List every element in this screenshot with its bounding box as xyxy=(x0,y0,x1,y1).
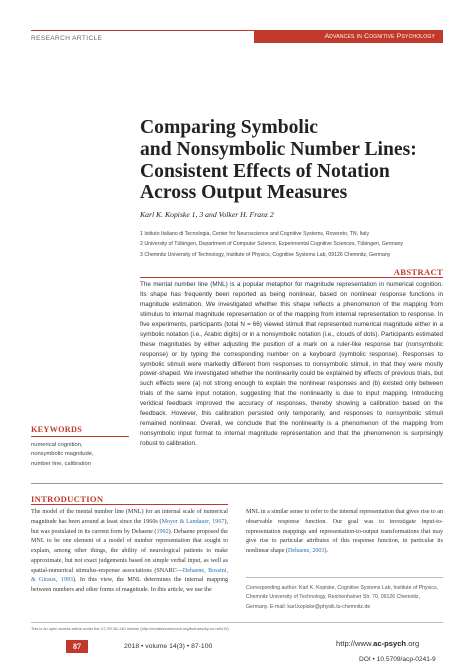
introduction-rule xyxy=(31,504,228,505)
intro-text: MNL in a similar sense to refer to the internal representation that gives rise to an observable response function. Our goal was to investigate input-to-representation mappings and representation-to-output transformations that may give rise to particular attributes of this response function, in particular its nonlinear shape ( xyxy=(246,509,443,555)
keyword: numerical cognition, xyxy=(31,442,83,448)
affiliation: 3 Chemnitz University of Technology, Institute of Physics, Cognitive Systems Lab, 09126 Chemnitz, Germany xyxy=(140,251,391,258)
affiliation: 2 University of Tübingen, Department of Computer Science, Experimental Cognitive Sciences, Tübingen, Germany xyxy=(140,241,404,248)
intro-text: ). xyxy=(324,548,329,555)
affiliation: 1 Istituto Italiano di Tecnologia, Center for Neuroscience and Cognitive Systems, Rovereto, TN, Italy xyxy=(140,231,370,237)
page-number: 87 xyxy=(66,640,88,653)
keywords-rule xyxy=(31,436,129,437)
intro-text: The model of the mental number line (MNL) for an internal scale of numerical magnitude has been around at least since the 1960s ( xyxy=(31,509,228,525)
keywords-list xyxy=(31,441,131,469)
introduction-left-column xyxy=(31,508,228,596)
title-line: Comparing Symbolic xyxy=(140,117,318,138)
affiliations xyxy=(140,229,450,260)
intro-text: ), but was postulated in its current form by Dehaene ( xyxy=(31,518,228,535)
introduction-heading: INTRODUCTION xyxy=(31,494,104,504)
journal-website-link[interactable] xyxy=(336,639,419,648)
journal-name: Advances in Cognitive Psychology xyxy=(324,33,435,40)
footer-rule xyxy=(31,622,443,623)
doi-link[interactable]: DOI • 10.5709/acp-0241-9 xyxy=(359,656,436,663)
abstract-rule xyxy=(140,277,443,278)
correspondence-line: Corresponding author: Karl K. Kopiske, Cognitive Systems Lab, Institute of Physics, xyxy=(246,585,439,591)
title-line: Across Output Measures xyxy=(140,182,348,204)
correspondence-note xyxy=(246,584,443,612)
keyword: nonsymbolic magnitude, xyxy=(31,451,94,458)
citation-link[interactable]: Moyer & Landauer, 1967 xyxy=(161,518,225,525)
title-line: and Nonsymbolic Number Lines: xyxy=(140,138,417,160)
journal-banner xyxy=(254,30,443,43)
intro-text: ). In this view, the MNL determines the internal mapping between numbers and other forms of magnitude. In this article, we use the xyxy=(31,577,228,594)
citation-link[interactable]: Dehaene, Bossini, & Giraux, 1993 xyxy=(31,567,228,584)
website-suffix: .org xyxy=(406,639,420,648)
section-divider xyxy=(31,483,443,484)
keywords-heading: KEYWORDS xyxy=(31,425,83,434)
correspondence-rule xyxy=(246,577,443,578)
title-line: Consistent Effects of Notation xyxy=(140,160,390,182)
abstract-body: The mental number line (MNL) is a popular metaphor for magnitude representation in numerical cognition. Its shape has frequently been reported as being nonlinear, based on nonlinear response functions in magnitude estimation. We investigated whether this shape reflects a phenomenon of the mapping from stimulus to internal magnitude representation or of the mapping from internal representation to response. In five experiments, participants (total N = 66) viewed stimuli that represented numerical magnitude either in a symbolic notation (i.e., Arabic digits) or in a nonsymbolic notation (i.e., clouds of dots). Participants estimated these magnitudes by either adjusting the position of a mark on a ruler-like response bar (nonsymbolic response) or by typing the corresponding number on a keyboard (symbolic response). Responses to symbolic stimuli were markedly different from responses to nonsymbolic stimuli, in that they were mostly power-shaped. We investigated whether the nonlinearity could be explained by effects of previous trials, but such effects were (a) not strong enough to explain the nonlinear responses and (b) existed only between trials of the same input notation, suggesting that the nonlinearity is due to input mapping. Introducing veridical feedback improved the accuracy of responses, thereby showing a calibration based on the feedback. However, this calibration persisted only temporarily, and responses to nonsymbolic stimuli remained nonlinear. Overall, we conclude that the nonlinearity is a phenomenon of the mapping from nonsymbolic input format to internal magnitude representation and that the phenomenon is surprisingly robust to calibration. xyxy=(140,281,443,447)
keyword: number line, calibration xyxy=(31,460,91,467)
author-list: Karl K. Kopiske 1, 3 and Volker H. Franz 2 xyxy=(140,210,274,219)
section-label: RESEARCH ARTICLE xyxy=(31,35,103,42)
abstract-heading: ABSTRACT xyxy=(393,267,443,277)
correspondence-line: Chemnitz University of Technology, Reichenhainer Str. 70, 09126 Chemnitz, xyxy=(246,594,420,601)
website-prefix: http://www. xyxy=(336,639,374,648)
license-note: This is an open access article under the CC BY-NC-ND license (http://creativecommons.org/licenses/by-nc-nd/4.0/). xyxy=(31,626,230,631)
introduction-right-column xyxy=(246,508,443,557)
issue-citation: 2018 • volume 14(3) • 87-100 xyxy=(124,643,213,650)
website-domain: ac-psych xyxy=(373,639,407,648)
correspondence-line: Germany. E-mail: karl.kopiske@physik.tu-chemnitz.de xyxy=(246,603,371,610)
article-title xyxy=(140,117,450,204)
intro-text: ). Dehaene proposed the MNL to be one element of a model of number representation that sought to explain, among other things, the ability of neurological patients to make approximate, but not exact judgements based on simple verbal input, as well as spatial-numerical stimulus-response associations (SNARC— xyxy=(31,528,228,574)
citation-link[interactable]: Dehaene, 2003 xyxy=(287,548,325,555)
citation-link[interactable]: 1992 xyxy=(156,528,169,535)
